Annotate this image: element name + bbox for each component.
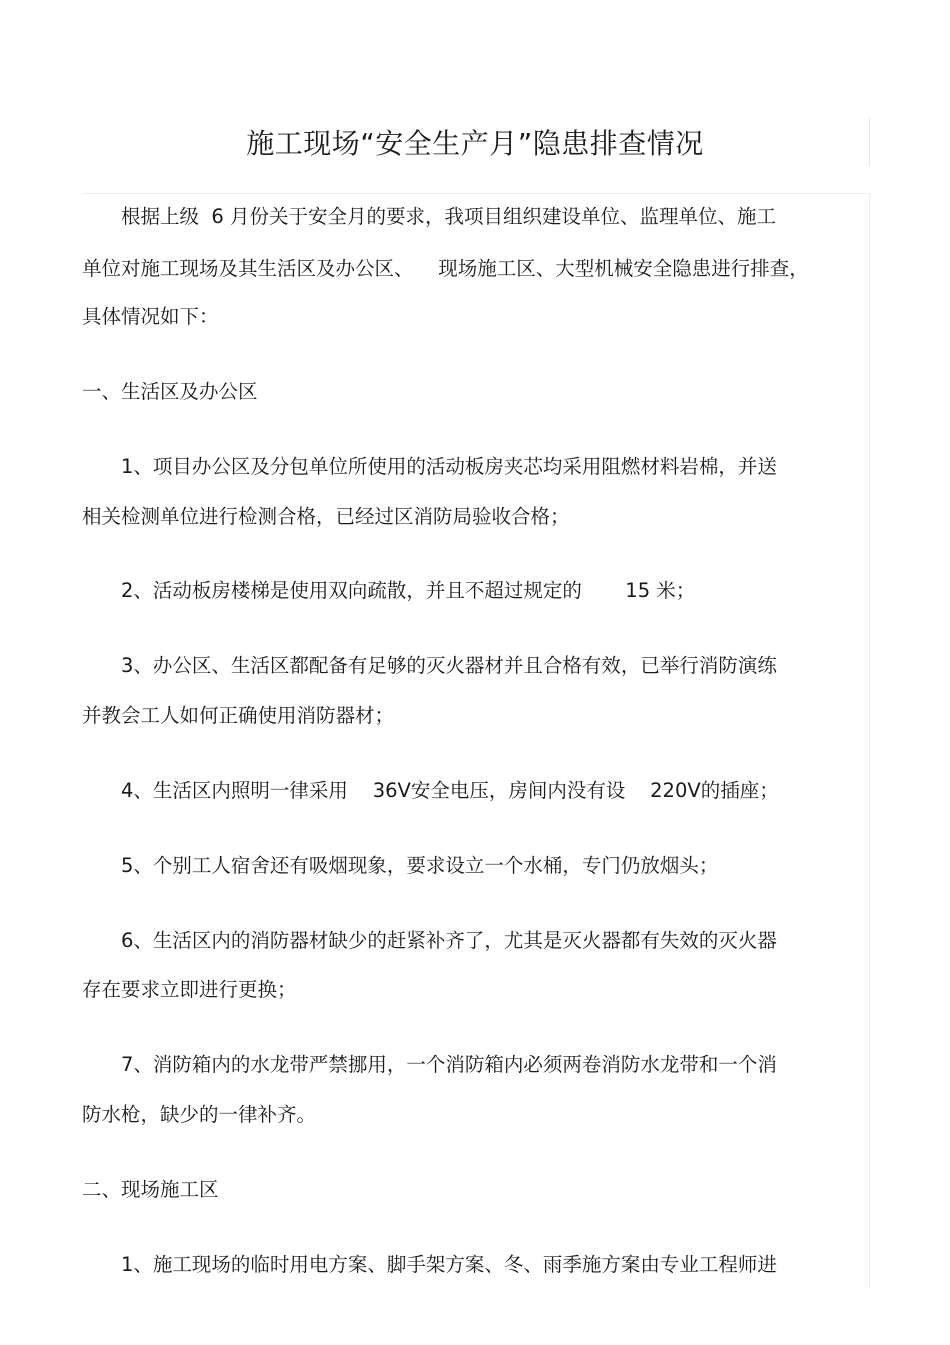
section-heading-living-office: 一、生活区及办公区 <box>82 380 258 403</box>
page-border-top <box>82 193 870 194</box>
intro-line-2: 单位对施工现场及其生活区及办公区、 现场施工区、大型机械安全隐患进行排查， <box>82 257 809 280</box>
section1-item-2: 2、活动板房楼梯是使用双向疏散，并且不超过规定的 15 米； <box>121 579 696 602</box>
section1-item-3-line-1: 3、办公区、生活区都配备有足够的灭火器材并且合格有效，已举行消防演练 <box>121 654 777 677</box>
page-border-right <box>869 193 870 1288</box>
section1-item-5: 5、个别工人宿舍还有吸烟现象，要求设立一个水桶，专门仍放烟头； <box>121 854 719 877</box>
section1-item-6-line-2: 存在要求立即进行更换； <box>82 978 297 1001</box>
intro-line-1: 根据上级 6 月份关于安全月的要求，我项目组织建设单位、监理单位、施工 <box>121 205 777 228</box>
section1-item-4: 4、生活区内照明一律采用 36V安全电压，房间内没有设 220V的插座； <box>121 779 779 802</box>
section1-item-6-line-1: 6、生活区内的消防器材缺少的赶紧补齐了，尤其是灭火器都有失效的灭火器 <box>121 929 777 952</box>
section1-item-1-line-1: 1、项目办公区及分包单位所使用的活动板房夹芯均采用阻燃材料岩棉，并送 <box>121 455 777 478</box>
section1-item-1-line-2: 相关检测单位进行检测合格，已经过区消防局验收合格； <box>82 505 570 528</box>
section1-item-3-line-2: 并教会工人如何正确使用消防器材； <box>82 704 395 727</box>
section2-item-1-line-1: 1、施工现场的临时用电方案、脚手架方案、冬、雨季施方案由专业工程师进 <box>121 1253 777 1276</box>
document-title: 施工现场“安全生产月”隐患排查情况 <box>246 127 704 160</box>
section1-item-7-line-2: 防水枪，缺少的一律补齐。 <box>82 1103 317 1126</box>
section1-item-7-line-1: 7、消防箱内的水龙带严禁挪用，一个消防箱内必须两卷消防水龙带和一个消 <box>121 1053 777 1076</box>
section-heading-construction-site: 二、现场施工区 <box>82 1178 219 1201</box>
intro-line-3: 具体情况如下： <box>82 305 219 328</box>
